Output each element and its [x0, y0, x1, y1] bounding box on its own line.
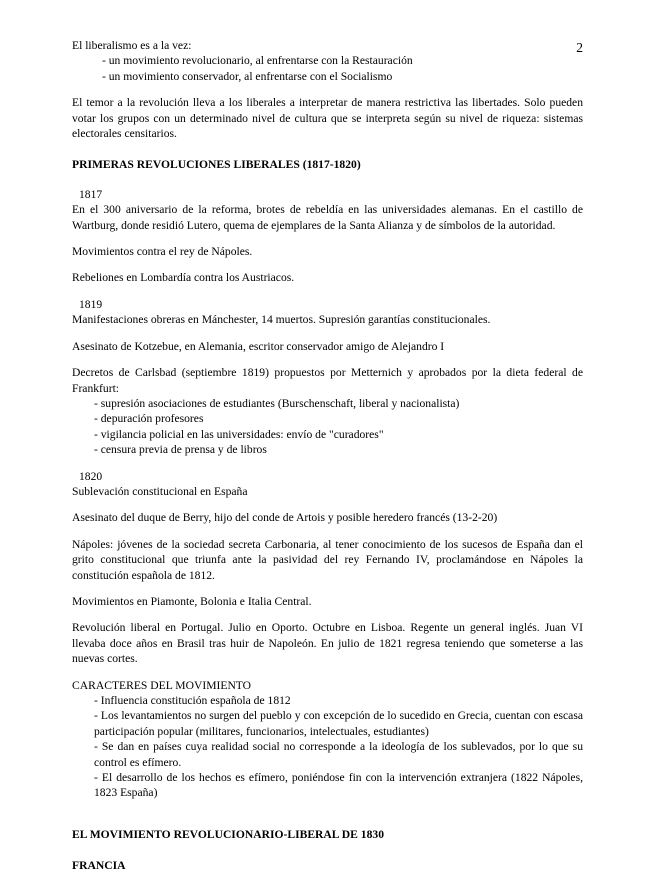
line-text: - un movimiento revolucionario, al enfrentarse con la Restauración [102, 54, 413, 68]
paragraph-manchester: Manifestaciones obreras en Mánchester, 14 muertos. Supresión garantías constitucionales. [72, 313, 491, 327]
bullet-movimiento-revolucionario [72, 53, 583, 68]
paragraph-carlsbad: Decretos de Carlsbad (septiembre 1819) propuestos por Metternich y aprobados por la dieta federal de Frankfurt: [72, 366, 583, 395]
page-number: 2 [576, 40, 583, 55]
paragraph-wartburg: En el 300 aniversario de la reforma, brotes de rebeldía en las universidades alemanas. En el castillo de Wartburg, donde residió Lutero, quema de ejemplares de la Santa Alianza y de símbolos de la autoridad. [72, 203, 583, 232]
line-text: - depuración profesores [94, 412, 204, 426]
paragraph-duque-berry: Asesinato del duque de Berry, hijo del conde de Artois y posible heredero francés (13-2-20) [72, 511, 498, 525]
bullet-levantamientos [72, 708, 583, 739]
paragraph-sublevacion-espana: Sublevación constitucional en España [72, 484, 248, 498]
line-text: - censura previa de prensa y de libros [94, 443, 267, 457]
paragraph-kotzebue: Asesinato de Kotzebue, en Alemania, escritor conservador amigo de Alejandro I [72, 339, 445, 353]
line-text: - Se dan en países cuya realidad social no corresponde a la ideología de los sublevados, por lo que su control es efímero. [94, 740, 583, 769]
paragraph-temor-revolucion: El temor a la revolución lleva a los liberales a interpretar de manera restrictiva las libertades. Solo pueden votar los grupos con un determinado nivel de cultura que se interpreta según su nivel de riqueza: sistemas electorales censitarios. [72, 96, 583, 141]
bullet-supresion-asociaciones [72, 396, 583, 411]
line-text: - un movimiento conservador, al enfrentarse con el Socialismo [102, 69, 393, 83]
heading-primeras-revoluciones: PRIMERAS REVOLUCIONES LIBERALES (1817-1820) [72, 158, 361, 172]
paragraph-piamonte-bolonia: Movimientos en Piamonte, Bolonia e Italia Central. [72, 594, 312, 608]
line-text: - vigilancia policial en las universidades: envío de "curadores" [94, 427, 384, 441]
paragraph-portugal: Revolución liberal en Portugal. Julio en Oporto. Octubre en Lisboa. Regente un general inglés. Juan VI llevaba doce años en Brasil tras huir de Napoleón. En julio de 1821 regresa teniendo que someterse a las nuevas cortes. [72, 621, 583, 666]
line-text: El liberalismo es a la vez: [72, 39, 192, 52]
year-1819 [72, 297, 583, 312]
bullet-censura-previa [72, 442, 583, 457]
line-text: - Los levantamientos no surgen del pueblo y con excepción de lo sucedido en Grecia, cuentan con escasa participación popular (militares, funcionarios, intelectuales, estudiantes) [94, 709, 583, 738]
paragraph-rebeliones-lombardia: Rebeliones en Lombardía contra los Austriacos. [72, 271, 295, 285]
bullet-depuracion-profesores [72, 411, 583, 426]
line-text: - supresión asociaciones de estudiantes (Burschenschaft, liberal y nacionalista) [94, 396, 460, 410]
bullet-desarrollo-efimero [72, 770, 583, 801]
year-1820 [72, 469, 583, 484]
bullet-realidad-social [72, 739, 583, 770]
bullet-movimiento-conservador [72, 69, 583, 84]
line-text: - Influencia constitución española de 1812 [94, 694, 291, 707]
paragraph-liberalismo-intro [72, 38, 583, 53]
paragraph-napoles-carbonaria: Nápoles: jóvenes de la sociedad secreta Carbonaria, al tener conocimiento de los sucesos de España dan el grito constitucional que triunfa ante la pasividad del rey Fernando IV, proclamándose en Nápoles la constitución española de 1812. [72, 537, 583, 582]
heading-movimiento-1830: EL MOVIMIENTO REVOLUCIONARIO-LIBERAL DE 1830 [72, 827, 384, 841]
heading-caracteres-movimiento: CARACTERES DEL MOVIMIENTO [72, 678, 252, 692]
line-text: 1820 [79, 469, 103, 483]
heading-francia: FRANCIA [72, 859, 126, 873]
bullet-vigilancia-policial [72, 427, 583, 442]
line-text: - El desarrollo de los hechos es efímero, poniéndose fin con la intervención extranjera (1822 Nápoles, 1823 España) [94, 771, 583, 800]
paragraph-movimientos-napoles: Movimientos contra el rey de Nápoles. [72, 245, 253, 259]
line-text: 1817 [79, 187, 103, 201]
line-text: 1819 [79, 297, 103, 311]
document-body [72, 38, 583, 874]
year-1817 [72, 187, 583, 202]
bullet-influencia-constitucion [72, 693, 583, 708]
